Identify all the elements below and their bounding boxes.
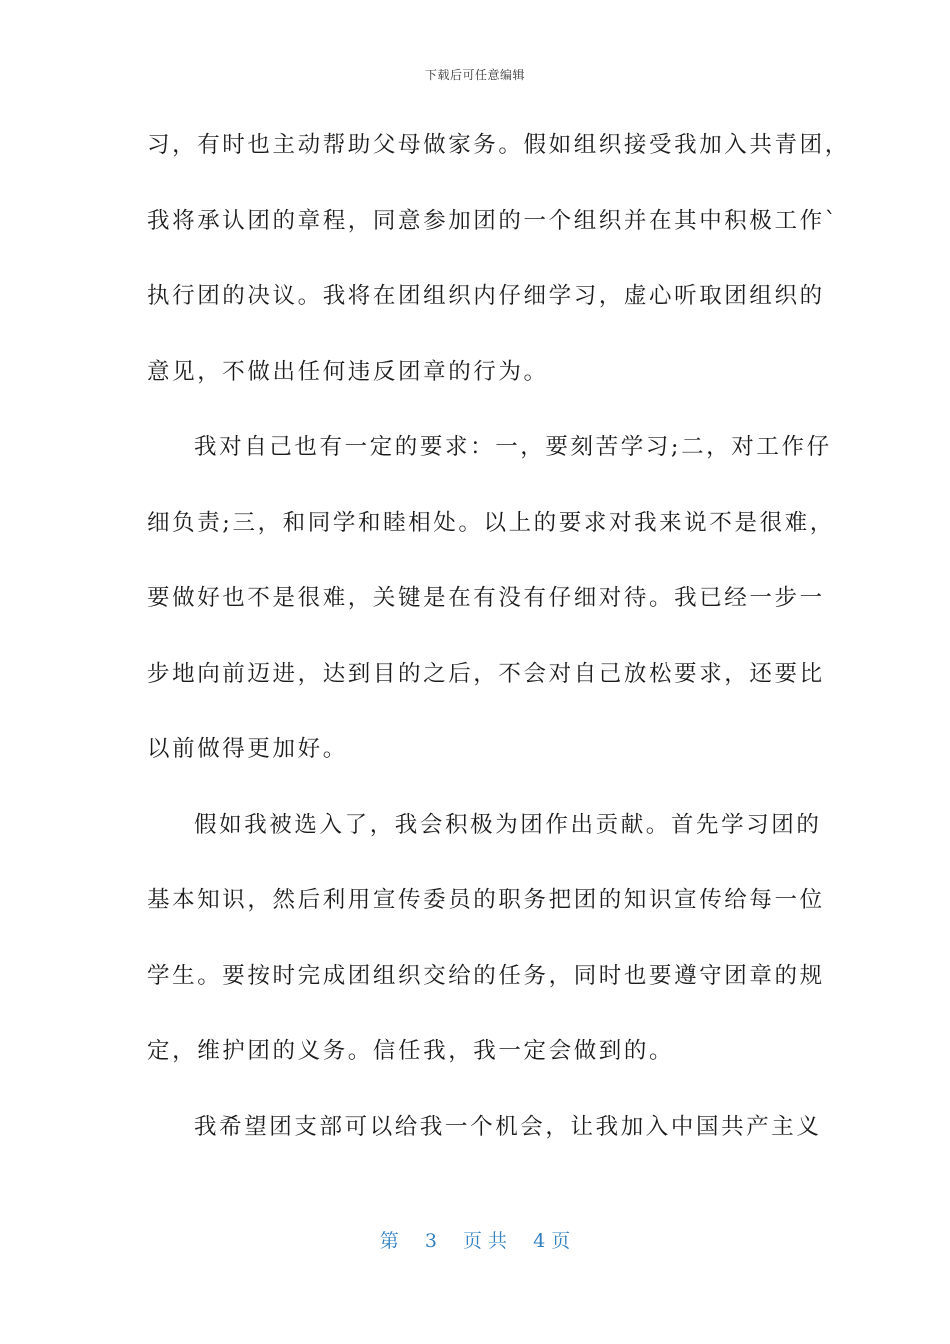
total-page-number: 4	[533, 1230, 546, 1252]
text-line: 步地向前迈进，达到目的之后，不会对自己放松要求，还要比	[147, 660, 825, 687]
text-line: 习，有时也主动帮助父母做家务。假如组织接受我加入共青团，	[147, 132, 850, 158]
text-line: 意见，不做出任何违反团章的行为。	[147, 358, 549, 385]
current-page-number: 3	[424, 1230, 437, 1252]
text-line: 我将承认团的章程，同意参加团的一个组织并在其中积极工作`	[147, 207, 839, 234]
paragraph-first-line: 我希望团支部可以给我一个机会，让我加入中国共产主义	[194, 1113, 822, 1140]
paragraph-first-line: 我对自己也有一定的要求：一，要刻苦学习;二，对工作仔	[194, 434, 832, 460]
footer-suffix: 页	[551, 1230, 571, 1252]
paragraph-first-line: 假如我被选入了，我会积极为团作出贡献。首先学习团的	[194, 811, 822, 838]
body-text	[147, 118, 850, 1175]
text-line: 执行团的决议。我将在团组织内仔细学习，虚心听取团组织的	[147, 283, 825, 309]
footer-middle: 页 共	[463, 1230, 508, 1252]
page-number-footer	[0, 1226, 950, 1253]
text-line: 以前做得更加好。	[147, 736, 348, 762]
text-line: 基本知识，然后利用宣传委员的职务把团的知识宣传给每一位	[147, 887, 825, 913]
footer-prefix: 第	[379, 1230, 399, 1252]
text-line: 定，维护团的义务。信任我，我一定会做到的。	[147, 1038, 675, 1064]
text-line: 学生。要按时完成团组织交给的任务，同时也要遵守团章的规	[147, 962, 825, 989]
page-header: 下载后可任意编辑	[424, 68, 525, 82]
text-line: 要做好也不是很难，关键是在有没有仔细对待。我已经一步一	[147, 585, 825, 611]
text-line: 细负责;三，和同学和睦相处。以上的要求对我来说不是很难，	[147, 509, 835, 536]
